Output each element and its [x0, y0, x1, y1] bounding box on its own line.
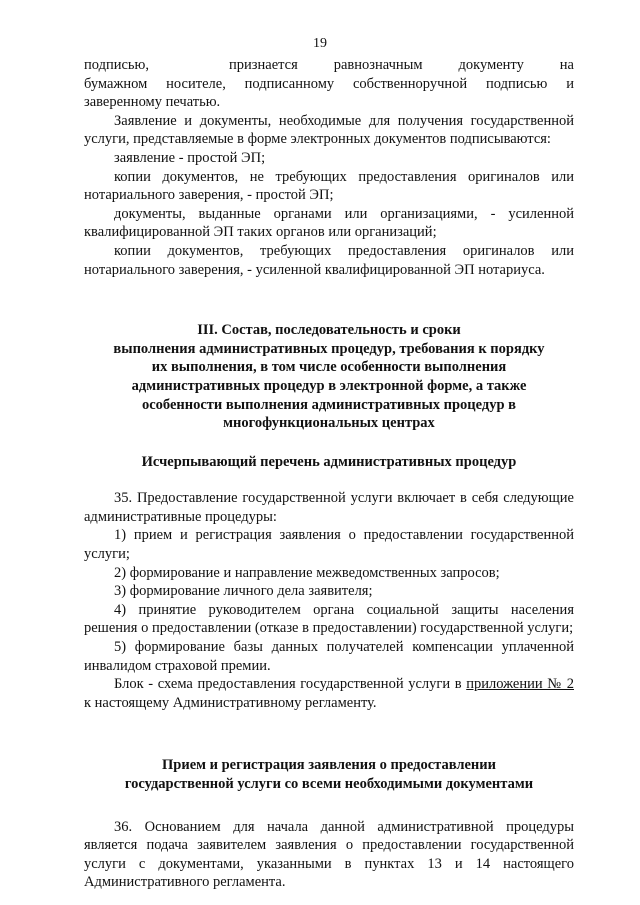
reception-title — [84, 756, 574, 793]
signature-item-1: заявление - простой ЭП; — [114, 149, 266, 166]
section-3-title — [84, 321, 574, 433]
procedures-subtitle: Исчерпывающий перечень административных процедур — [141, 453, 517, 470]
signature-item-2: копии документов, не требующих предоставления оригиналов или нотариального заверения, - простой ЭП; — [84, 168, 574, 204]
procedure-item-5: 5) формирование базы данных получателей компенсации уплаченной инвалидом страховой премии. — [84, 639, 574, 674]
procedure-item-3: 3) формирование личного дела заявителя; — [114, 583, 373, 600]
reception-title-line-1: Прием и регистрация заявления о предоставлении — [162, 757, 496, 774]
reception-title-line-2: государственной услуги со всеми необходимыми документами — [124, 776, 534, 792]
procedure-item-1: 1) прием и регистрация заявления о предоставлении государственной услуги; — [84, 527, 574, 563]
signature-item-4: копии документов, требующих предоставления оригиналов или нотариального заверения, - усиленной квалифицированной ЭП нотариуса. — [84, 242, 574, 278]
procedure-item-2: 2) формирование и направление межведомственных запросов; — [114, 564, 500, 581]
signatures-paragraph: Заявление и документы, необходимые для получения государственной услуги, представляемые в форме электронных документов подписываются: — [84, 112, 574, 148]
page-number: 19 — [313, 36, 327, 51]
block-scheme-text-end: к настоящему Административному регламенту. — [84, 694, 377, 711]
continued-text-1b: признается равнозначным документу на — [229, 57, 574, 73]
appendix-2-link[interactable]: приложении № 2 — [466, 676, 574, 693]
section-3-title-line: особенности выполнения административных процедур в — [141, 396, 517, 413]
section-3-title-line: выполнения административных процедур, требования к порядку — [113, 340, 545, 357]
paragraph-35: 35. Предоставление государственной услуги включает в себя следующие административные процедуры: — [84, 490, 574, 525]
section-3-title-line: их выполнения, в том числе особенности выполнения — [151, 359, 507, 376]
page-content — [84, 56, 574, 892]
continued-text-3: заверенному печатью. — [84, 94, 221, 111]
section-3-title-line: административных процедур в электронной форме, а также — [131, 377, 527, 394]
signature-item-3: документы, выданные органами или организациями, - усиленной квалифицированной ЭП таких органов или организаций; — [84, 205, 574, 241]
section-3-title-line: многофункциональных центрах — [223, 415, 435, 432]
continued-paragraph — [84, 56, 574, 112]
paragraph-36: 36. Основанием для начала данной административной процедуры является подача заявителем заявления о предоставлении государственной услуги с документами, указанными в пунктах 13 и 14 настоящего Административного регламента. — [84, 818, 574, 891]
section-3-title-line: III. Состав, последовательность и сроки — [197, 322, 461, 339]
block-scheme-text: Блок - схема предоставления государственной услуги в — [114, 676, 467, 693]
continued-text-1a: подписью, — [84, 57, 149, 73]
block-scheme-paragraph — [84, 675, 574, 712]
continued-text-2: бумажном носителе, подписанному собственноручной подписью и — [84, 75, 574, 92]
procedure-item-4: 4) принятие руководителем органа социальной защиты населения решения о предоставлении (отказе в предоставлении) государственной услуги; — [84, 601, 574, 637]
